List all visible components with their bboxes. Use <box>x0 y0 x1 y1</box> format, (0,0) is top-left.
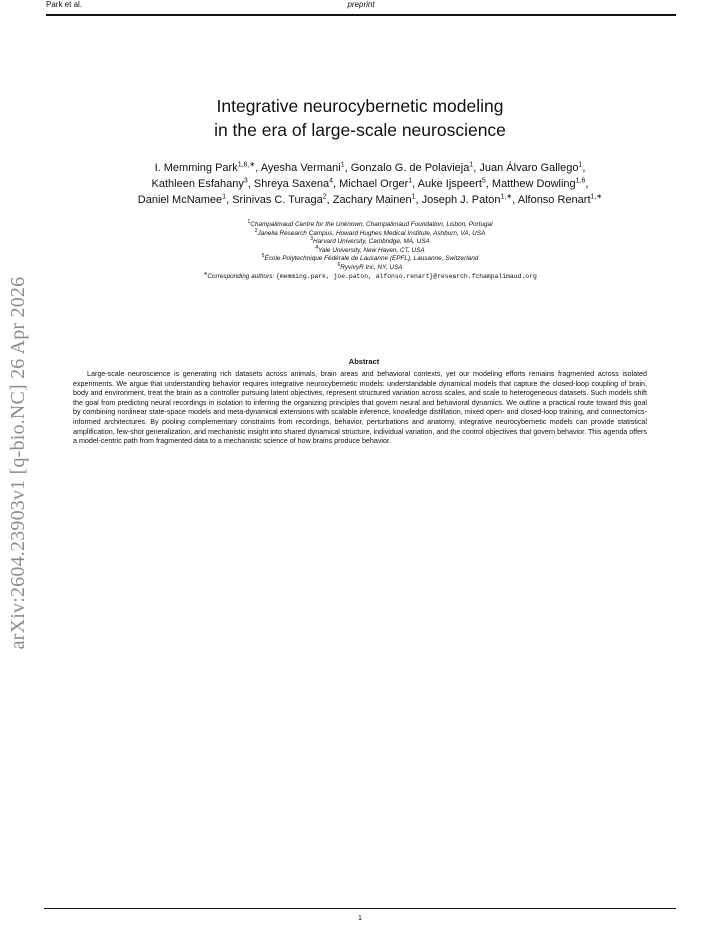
affiliation <box>90 261 650 273</box>
paper-title-line-2: in the era of large-scale neuroscience <box>214 120 506 140</box>
author-name: Daniel McNamee <box>137 194 223 206</box>
running-header <box>46 0 676 16</box>
author <box>518 194 602 206</box>
author <box>232 194 326 206</box>
author <box>138 194 226 206</box>
footer-rule <box>44 908 676 909</box>
author-name: Gonzalo G. de Polavieja <box>350 162 470 174</box>
author-name: Matthew Dowling <box>491 178 576 190</box>
running-header-author: Park et al. <box>46 0 83 9</box>
author <box>418 178 486 190</box>
author-name: Zachary Mainen <box>332 194 412 206</box>
affiliation-text: RyvivyR Inc, NY, USA <box>340 263 403 271</box>
author <box>261 162 345 174</box>
author <box>254 178 333 190</box>
author-affiliation-marker: 1 <box>578 161 583 169</box>
author-affiliation-marker: 1 <box>340 161 345 169</box>
author-affiliation-marker: 1,∗ <box>590 193 603 201</box>
author-affiliation-marker: 1 <box>469 161 474 169</box>
affiliation-marker: 2 <box>254 227 258 234</box>
arxiv-identifier-stamp: arXiv:2604.23903v1 [q-bio.NC] 26 Apr 2026 <box>7 276 29 650</box>
author-name: Joseph J. Paton <box>421 194 501 206</box>
affiliation <box>90 227 650 239</box>
author-name: Michael Orger <box>339 178 409 190</box>
author <box>333 194 416 206</box>
corresponding-emails[interactable]: {memming.park, joe.paton, alfonso.renart}@research.fchampalimaud.org <box>276 272 537 280</box>
author <box>339 178 412 190</box>
corresponding-authors <box>90 270 650 282</box>
affiliation <box>90 218 650 230</box>
page-number: 1 <box>357 913 363 922</box>
author <box>152 178 248 190</box>
paper-title <box>90 94 630 142</box>
corresponding-label: Corresponding authors: <box>207 272 275 280</box>
affiliation-text: École Polytechnique Fédérale de Lausanne (EPFL), Lausanne, Switzerland <box>264 255 479 263</box>
affiliation-marker: 5 <box>261 253 265 260</box>
author-affiliation-marker: 1 <box>408 177 413 185</box>
author-affiliation-marker: 1,6 <box>575 177 586 185</box>
author-affiliation-marker: 2 <box>322 193 327 201</box>
running-header-status: preprint <box>347 0 375 9</box>
author <box>351 162 474 174</box>
affiliation <box>90 238 650 247</box>
paper-title-line-1: Integrative neurocybernetic modeling <box>216 96 504 116</box>
author-affiliation-marker: 1,6,∗ <box>237 161 256 169</box>
affiliation <box>90 255 650 264</box>
author-list: I. Memming Park$^{1,6,∗}$, Ayesha Vermani$^1$, Gonzalo G. de Polavieja$^1$, Juan Álvaro Gallego$^1$, Kathleen Esfahany$^3$, Shreya Saxena$^4$, Michael Orger$^1$, Auke Ijspeert$^5$, Matthew Dowling$^{1,6}$, Daniel McNamee$^1$, Srinivas C. Turaga$^2$, Zachary Mainen$^1$, Joseph J. Paton$^{1,∗}$, Alfonso Renart$^{1,∗}$ <box>137 161 603 206</box>
author <box>422 194 513 206</box>
affiliation-text: Champalimaud Centre for the Unknown, Champalimaud Foundation, Lisbon, Portugal <box>250 221 493 228</box>
abstract-heading: Abstract <box>348 357 380 366</box>
author-affiliation-marker: 1 <box>411 193 416 201</box>
author-name: I. Memming Park <box>154 162 238 174</box>
affiliation-marker: 4 <box>315 244 319 251</box>
author-affiliation-marker: 4 <box>329 177 334 185</box>
author-name: Auke Ijspeert <box>417 178 482 190</box>
abstract-body: Large-scale neuroscience is generating rich datasets across animals, brain areas and behavioral contexts, yet our modeling efforts remains fragmented across isolated experiments. We argue that understanding behavior requires integrative neurocybernetic models: understandable dynamical models that capture the closed-loop coupling of brain, body and environment, treat the brain as a controller pursuing latent objectives, represent structured variation across scales, and scale to heterogeneous datasets. Such models shift the goal from predicting neural recordings in isolation to inferring the organizing principles that govern neural and behavioral dynamics. We outline a practical route toward this goal by combining nonlinear state-space models and meta-dynamical extensions with scalable inference, knowledge distillation, mixed open- and closed-loop training, and connectomics-informed architectures. By pooling complementary constraints from recordings, behavior, perturbations and anatomy, integrative neurocybernetic models can provide statistical amplification, few-shot generalization, and mechanistic insight into shared dynamical structure, individual variation, and the control objectives that govern behavior. This agenda offers a model-centric path from fragmented data to a mechanistic science of how brains produce behavior. <box>73 370 647 446</box>
author-affiliation-marker: 5 <box>481 177 486 185</box>
affiliation-marker: 6 <box>337 261 341 268</box>
author-name: Kathleen Esfahany <box>151 178 244 190</box>
author-name: Ayesha Vermani <box>260 162 341 174</box>
author-name: Srinivas C. Turaga <box>232 194 323 206</box>
affiliation-marker: 3 <box>310 236 314 243</box>
author-name: Shreya Saxena <box>253 178 330 190</box>
affiliation-text: Yale University, New Haven, CT, USA <box>318 246 425 254</box>
corresponding-marker: ∗ <box>203 270 208 277</box>
author-affiliation-marker: 3 <box>243 177 248 185</box>
affiliation-text: Harvard University, Cambridge, MA, USA <box>313 238 430 246</box>
affiliation-list <box>90 218 650 281</box>
author-affiliation-marker: 1,∗ <box>500 193 513 201</box>
author-name: Alfonso Renart <box>517 194 591 206</box>
author <box>155 162 256 174</box>
affiliation-marker: 1 <box>247 218 251 225</box>
author <box>479 162 582 174</box>
author-affiliation-marker: 1 <box>222 193 227 201</box>
author <box>492 178 586 190</box>
affiliation-text: Janelia Research Campus, Howard Hughes Medical Institute, Ashburn, VA, USA <box>257 229 486 237</box>
author-name: Juan Álvaro Gallego <box>479 162 579 174</box>
